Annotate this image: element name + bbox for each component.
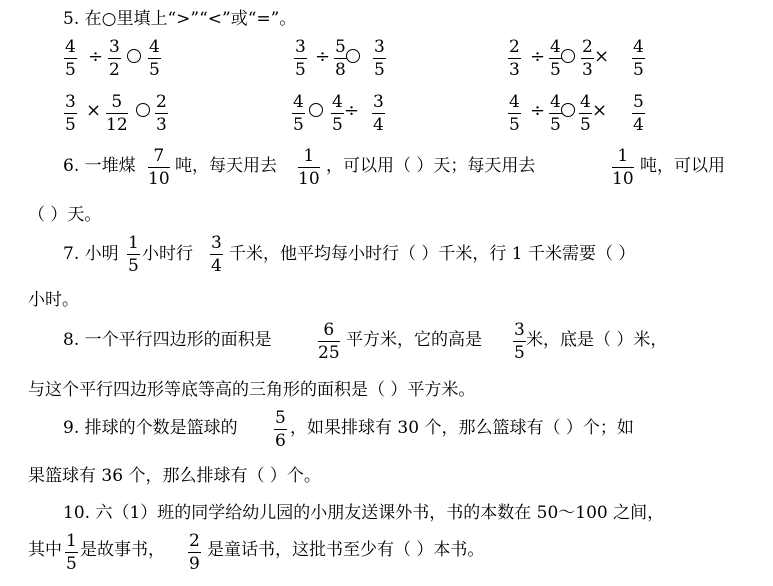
q8-text-3: 米，底是（ ）米， — [526, 330, 668, 350]
fraction: 5 12 — [106, 92, 128, 135]
fraction: 3 2 — [109, 37, 120, 80]
compare-circle[interactable] — [561, 103, 575, 117]
q6-text-4: 吨，可以用 — [640, 156, 725, 176]
operator: ÷ — [344, 100, 360, 121]
q10-text-4: 是童话书，这批书至少有（ ）本书。 — [207, 540, 485, 560]
q6-text-3: ，可以用（ ）天；每天用去 — [326, 156, 536, 176]
fraction: 1 5 — [66, 531, 77, 574]
q7-text-3: 千米，他平均每小时行（ ）千米，行 1 千米需要（ ） — [229, 244, 636, 264]
operator: ÷ — [530, 100, 546, 121]
fraction: 4 5 — [633, 37, 644, 80]
q8-text-1: 8. 一个平行四边形的面积是 — [63, 330, 272, 350]
fraction: 2 3 — [156, 92, 167, 135]
q10-text-2: 其中 — [28, 540, 62, 560]
operator: ÷ — [315, 46, 331, 67]
fraction: 3 4 — [211, 233, 222, 276]
operator: ÷ — [88, 46, 104, 67]
operator: × — [594, 46, 610, 67]
operator: × — [592, 100, 608, 121]
fraction: 4 5 — [550, 37, 561, 80]
compare-circle[interactable] — [309, 103, 323, 117]
q10-text-1: 10. 六（1）班的同学给幼儿园的小朋友送课外书，书的本数在 50～100 之间， — [63, 503, 665, 523]
fraction: 4 5 — [65, 37, 76, 80]
q6-text-5: （ ）天。 — [28, 205, 102, 225]
fraction: 1 5 — [128, 233, 139, 276]
operator: ÷ — [530, 46, 546, 67]
q7-text-4: 小时。 — [28, 290, 79, 310]
fraction: 5 6 — [275, 408, 286, 451]
q6-text-1: 6. 一堆煤 — [63, 156, 136, 176]
q10-text-3: 是故事书， — [80, 540, 165, 560]
q9-text-1: 9. 排球的个数是篮球的 — [63, 418, 238, 438]
fraction: 3 4 — [373, 92, 384, 135]
compare-circle[interactable] — [346, 49, 360, 63]
fraction: 1 10 — [298, 146, 320, 189]
fraction: 4 5 — [293, 92, 304, 135]
fraction: 2 3 — [582, 37, 593, 80]
fraction: 2 9 — [189, 531, 200, 574]
q7-text-2: 小时行 — [142, 244, 193, 264]
q8-text-2: 平方米，它的高是 — [346, 330, 482, 350]
fraction: 4 5 — [580, 92, 591, 135]
fraction: 6 25 — [318, 320, 340, 363]
fraction: 4 5 — [332, 92, 343, 135]
q6-text-2: 吨，每天用去 — [175, 156, 277, 176]
q9-text-3: 果篮球有 36 个，那么排球有（ ）个。 — [28, 466, 321, 486]
compare-circle[interactable] — [136, 103, 150, 117]
fraction: 3 5 — [295, 37, 306, 80]
fraction: 3 5 — [514, 320, 525, 363]
compare-circle[interactable] — [127, 49, 141, 63]
fraction: 4 5 — [509, 92, 520, 135]
fraction: 4 5 — [149, 37, 160, 80]
fraction: 4 5 — [550, 92, 561, 135]
q5-instruction: 5. 在○里填上“>”“<”或“=”。 — [63, 9, 297, 29]
q7-text-1: 7. 小明 — [63, 244, 119, 264]
fraction: 5 4 — [633, 92, 644, 135]
fraction: 3 5 — [374, 37, 385, 80]
fraction: 7 10 — [148, 146, 170, 189]
fraction: 5 8 — [335, 37, 346, 80]
operator: × — [86, 100, 102, 121]
q8-text-4: 与这个平行四边形等底等高的三角形的面积是（ ）平方米。 — [28, 380, 476, 400]
q9-text-2: ，如果排球有 30 个，那么篮球有（ ）个；如 — [290, 418, 634, 438]
fraction: 2 3 — [509, 37, 520, 80]
fraction: 3 5 — [65, 92, 76, 135]
fraction: 1 10 — [612, 146, 634, 189]
compare-circle[interactable] — [561, 49, 575, 63]
